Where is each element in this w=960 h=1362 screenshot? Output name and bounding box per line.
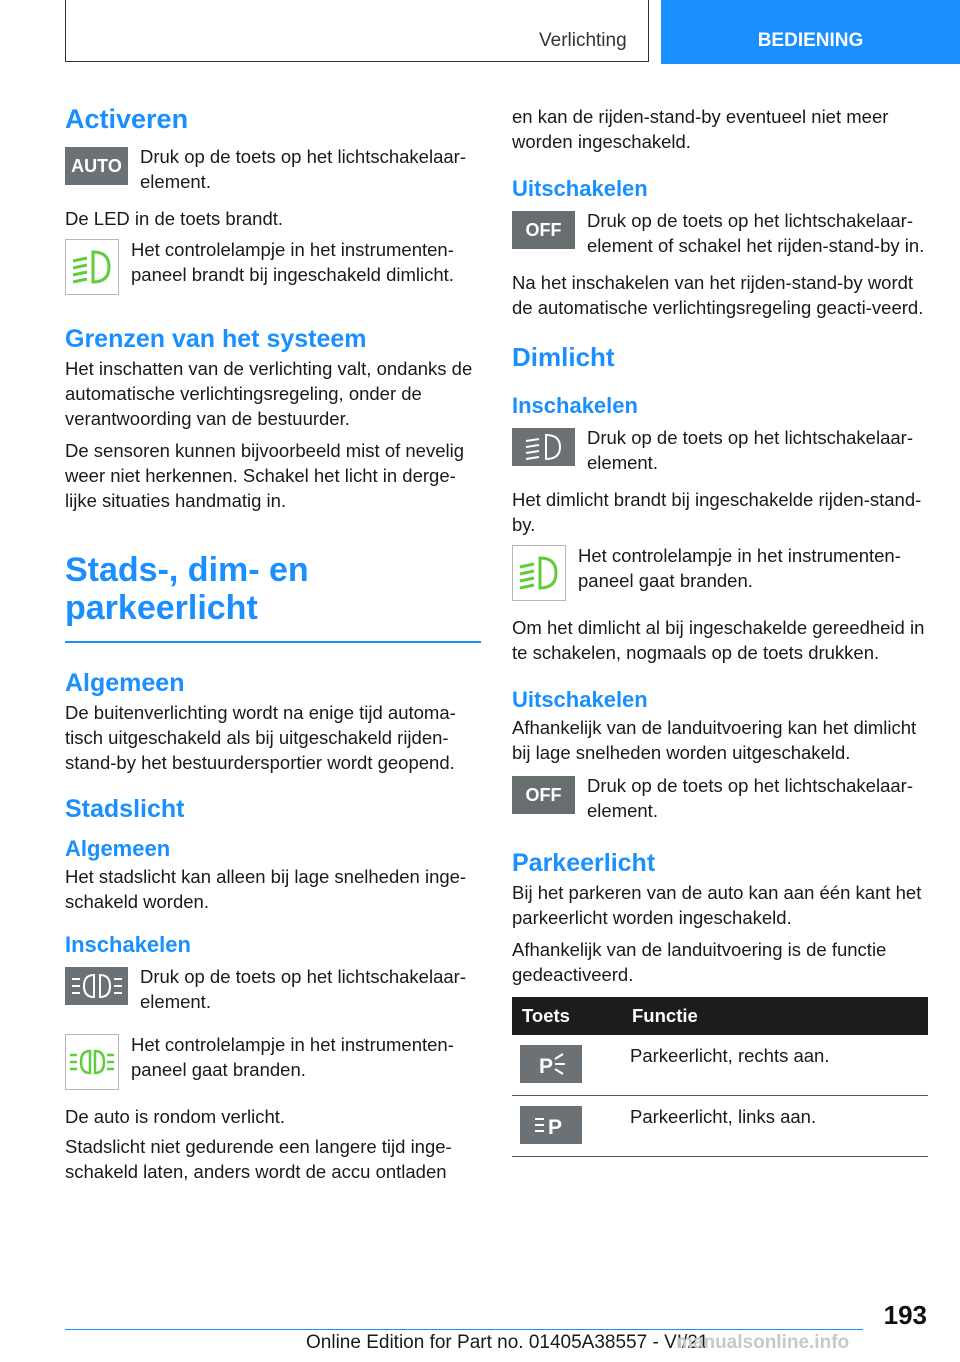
heading-parkeerlicht: Parkeerlicht [512, 849, 656, 877]
table-header-row [512, 997, 928, 1035]
chapter-divider [65, 641, 481, 643]
footer-watermark: manualsonline.info [676, 1332, 850, 1353]
na-inschakelen-text: Na het inschakelen van het rijden-stand-by wordt de automatische verlichtingsregeling geacti-veerd. [512, 272, 924, 318]
right-column [512, 104, 928, 1157]
control-lamp-text: Het controlelampje in het instrumenten-paneel brandt bij ingeschakeld dimlicht. [131, 239, 454, 285]
heading-stads-algemeen: Algemeen [65, 836, 171, 861]
stads-lamp-row [65, 1032, 481, 1094]
activeren-text: Druk op de toets op het lichtschakelaar-element. [140, 146, 466, 192]
dim-lamp-text: Het controlelampje in het instrumenten-paneel gaat branden. [578, 545, 901, 591]
table-header-toets: Toets [512, 997, 622, 1035]
off-button-icon: OFF [512, 211, 575, 249]
dim-uit-button-text: Druk op de toets op het lichtschakelaar-element. [587, 775, 913, 821]
header-chapter: Verlichting [539, 30, 627, 51]
led-text: De LED in de toets brandt. [65, 208, 284, 229]
dim-inschakelen-text: Druk op de toets op het lichtschakelaar-element. [587, 427, 913, 473]
accu-text: Stadslicht niet gedurende een langere tijd inge-schakeld laten, anders wordt de accu ontladen [65, 1136, 452, 1182]
dim-inschakelen-row [512, 425, 928, 475]
footer-divider [65, 1329, 863, 1330]
rondom-text: De auto is rondom verlicht. [65, 1106, 286, 1127]
table-cell-key [512, 1035, 622, 1096]
activeren-row [65, 144, 481, 194]
stads-algemeen-text: Het stadslicht kan alleen bij lage snelheden inge-schakeld worden. [65, 866, 467, 912]
uitschakelen-text: Druk op de toets op het lichtschakelaar-element of schakel het rijden-stand-by in. [587, 210, 925, 256]
heading-grenzen: Grenzen van het systeem [65, 325, 367, 353]
chapter-title-line-1: Stads-, dim- en [65, 551, 309, 589]
svg-text:P: P [539, 1055, 554, 1078]
parkeer-paragraph-1: Bij het parkeren van de auto kan aan één kant het parkeerlicht worden ingeschakeld. [512, 882, 922, 928]
continued-text: en kan de rijden-stand-by eventueel niet meer worden ingeschakeld. [512, 106, 889, 152]
heading-uitschakelen: Uitschakelen [512, 176, 648, 201]
parking-light-left-icon [520, 1106, 582, 1144]
table-row [512, 1035, 928, 1096]
control-lamp-row [65, 237, 481, 299]
low-beam-button-icon [512, 428, 575, 466]
dim-uitschakelen-text: Afhankelijk van de landuitvoering kan het dimlicht bij lage snelheden worden uitgeschakeld. [512, 717, 917, 763]
low-beam-indicator-icon-2 [512, 545, 566, 601]
chapter-title-line-2: parkeerlicht [65, 589, 258, 627]
heading-algemeen: Algemeen [65, 669, 185, 697]
off-button-icon-2: OFF [512, 776, 575, 814]
left-column [65, 100, 481, 1184]
parking-light-right-icon [520, 1045, 582, 1083]
chapter-title [65, 551, 481, 627]
table-cell-functie: Parkeerlicht, rechts aan. [622, 1035, 928, 1096]
parking-light-indicator-icon [65, 1034, 119, 1090]
table-cell-functie: Parkeerlicht, links aan. [622, 1096, 928, 1157]
footer-edition: Online Edition for Part no. 01405A38557 - VI/21 [306, 1332, 709, 1353]
inschakelen-text: Druk op de toets op het lichtschakelaar-element. [140, 966, 466, 1012]
heading-dim-uitschakelen: Uitschakelen [512, 687, 648, 712]
low-beam-indicator-icon [65, 239, 119, 295]
inschakelen-row [65, 964, 481, 1014]
heading-dim-inschakelen: Inschakelen [512, 393, 638, 418]
grenzen-paragraph-1: Het inschatten van de verlichting valt, ondanks de automatische verlichtingsregeling, onder de verantwoording van de bestuurder. [65, 358, 473, 429]
stads-lamp-text: Het controlelampje in het instrumenten-paneel gaat branden. [131, 1034, 454, 1080]
algemeen-text: De buitenverlichting wordt na enige tijd automa-tisch uitgeschakeld als bij uitgeschakeld rijden-stand-by het bestuurdersportier wordt geopend. [65, 702, 456, 773]
heading-inschakelen: Inschakelen [65, 932, 191, 957]
page-header [65, 0, 960, 64]
dim-uit-row [512, 773, 928, 823]
parkeer-paragraph-2: Afhankelijk van de landuitvoering is de functie gedeactiveerd. [512, 939, 887, 985]
uitschakelen-row [512, 208, 928, 258]
parking-light-table [512, 997, 928, 1157]
parking-light-button-icon [65, 967, 128, 1005]
heading-dimlicht: Dimlicht [512, 342, 615, 372]
dim-lamp-row [512, 543, 928, 605]
table-header-functie: Functie [622, 997, 928, 1035]
page-number: 193 [883, 1300, 927, 1330]
dim-brandt-text: Het dimlicht brandt bij ingeschakelde rijden-stand-by. [512, 489, 922, 535]
heading-stadslicht: Stadslicht [65, 795, 185, 823]
svg-text:P: P [548, 1116, 563, 1139]
heading-activeren: Activeren [65, 104, 189, 134]
table-cell-key [512, 1096, 622, 1157]
table-row [512, 1096, 928, 1157]
header-section: BEDIENING [661, 0, 960, 64]
grenzen-paragraph-2: De sensoren kunnen bijvoorbeeld mist of nevelig weer niet herkennen. Schakel het licht in derge-lijke situaties handmatig in. [65, 440, 465, 511]
dim-gereed-text: Om het dimlicht al bij ingeschakelde gereedheid in te schakelen, nogmaals op de toets drukken. [512, 617, 925, 663]
auto-button-icon: AUTO [65, 147, 128, 185]
